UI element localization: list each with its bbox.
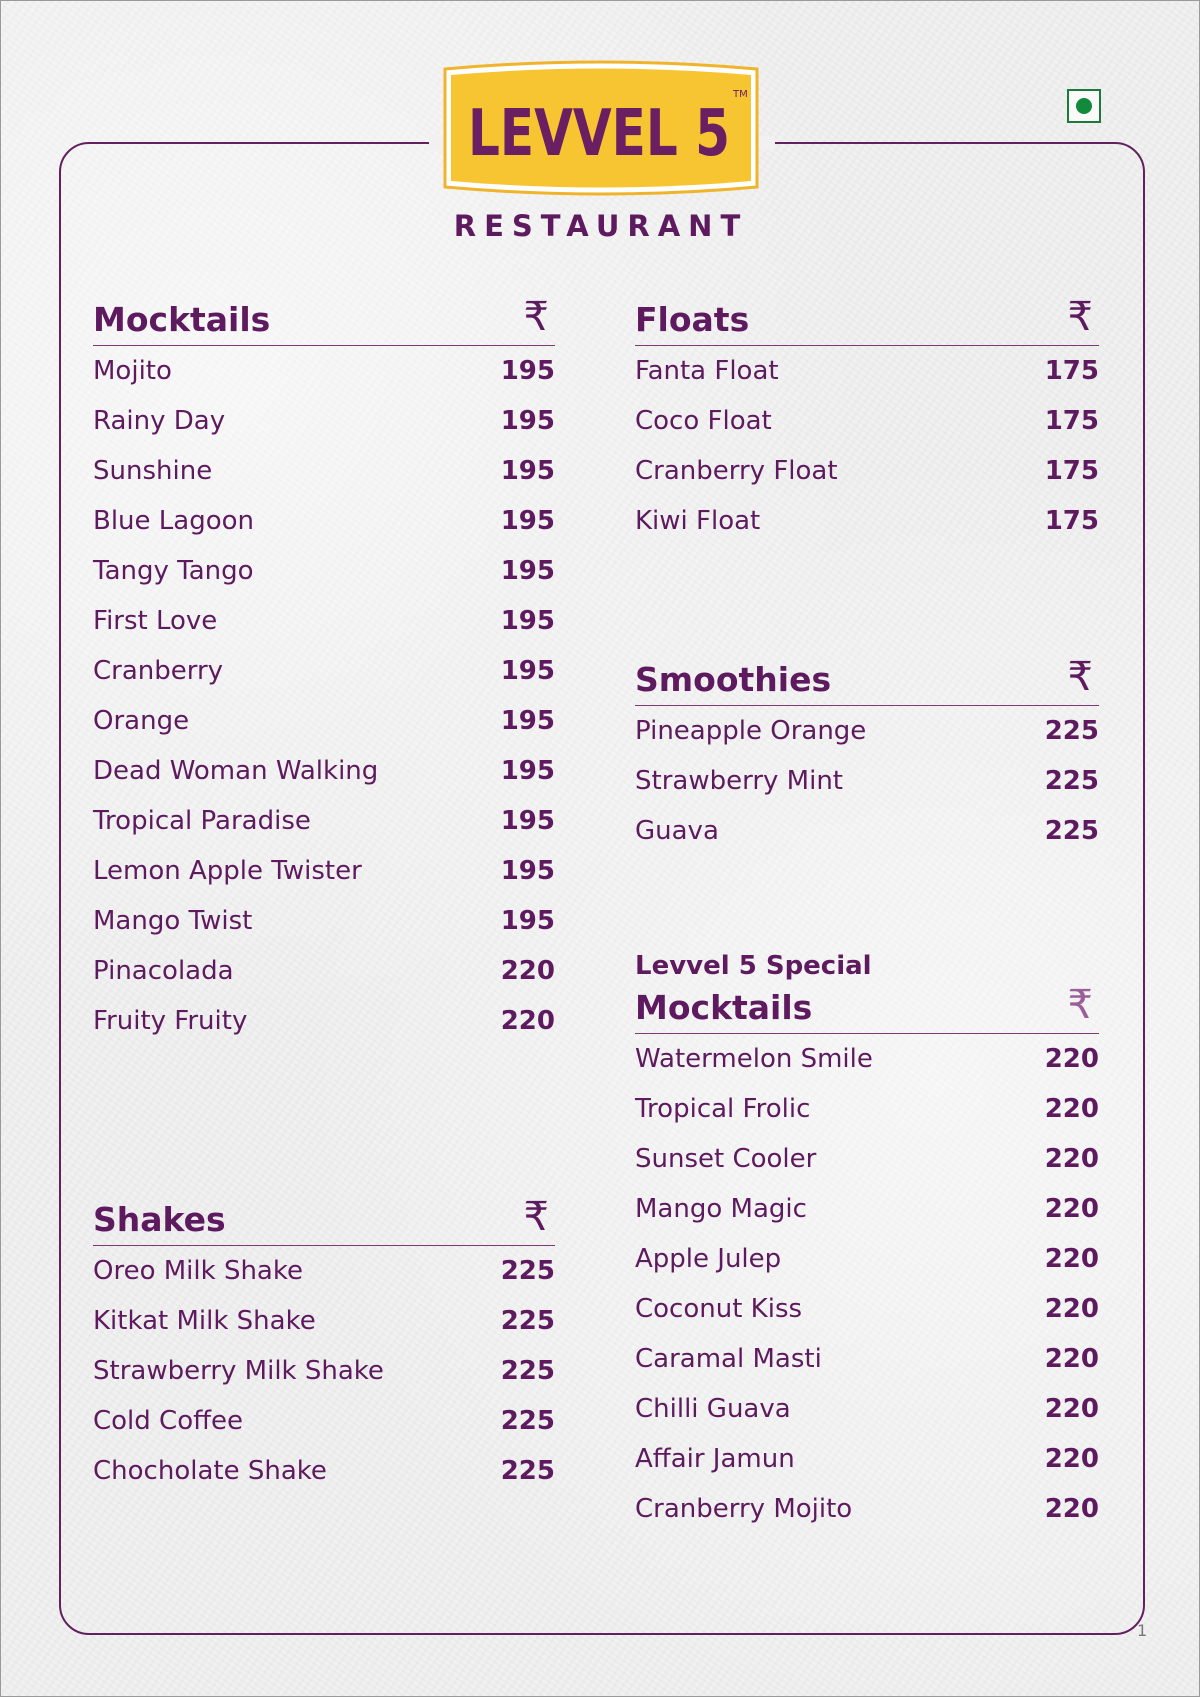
item-name: Chilli Guava [635,1394,791,1424]
veg-mark-icon [1067,89,1101,123]
item-list [635,346,1099,546]
menu-item [635,1384,1099,1434]
item-price: 220 [1044,1144,1099,1174]
section-mocktails [93,294,555,1046]
item-name: Strawberry Mint [635,766,843,796]
menu-item [93,646,555,696]
item-price: 220 [1044,1394,1099,1424]
item-name: Lemon Apple Twister [93,856,362,886]
item-price: 225 [500,1406,555,1436]
item-name: Guava [635,816,719,846]
menu-item [635,756,1099,806]
item-name: Cold Coffee [93,1406,244,1436]
item-name: Sunset Cooler [635,1144,817,1174]
item-price: 220 [1044,1444,1099,1474]
item-price: 195 [500,856,555,886]
item-name: Chocholate Shake [93,1456,327,1486]
menu-item [93,1246,555,1296]
menu-item [635,1184,1099,1234]
item-price: 225 [1044,816,1099,846]
logo-trademark: TM [733,89,748,100]
item-name: Caramal Masti [635,1344,822,1374]
menu-item [635,1334,1099,1384]
section-title: Mocktails [635,988,813,1027]
item-price: 195 [500,806,555,836]
item-name: Coco Float [635,406,772,436]
item-name: Mojito [93,356,172,386]
section-pretitle: Levvel 5 Special [635,951,872,981]
section-shakes [93,1194,555,1496]
menu-item [635,1134,1099,1184]
item-name: Pinacolada [93,956,234,986]
item-price: 220 [1044,1244,1099,1274]
item-name: Fanta Float [635,356,779,386]
menu-item [93,746,555,796]
item-name: Coconut Kiss [635,1294,803,1324]
rupee-icon: ₹ [1067,654,1093,700]
item-name: Dead Woman Walking [93,756,379,786]
section-floats [635,294,1099,546]
item-name: Rainy Day [93,406,226,436]
item-price: 220 [1044,1194,1099,1224]
item-list [93,346,555,1046]
item-name: Cranberry Float [635,456,838,486]
menu-item [93,396,555,446]
menu-item [93,546,555,596]
item-name: Tropical Paradise [93,806,311,836]
item-price: 195 [500,706,555,736]
menu-item [93,696,555,746]
item-list [635,706,1099,856]
item-price: 220 [1044,1344,1099,1374]
item-name: Orange [93,706,190,736]
menu-item [93,896,555,946]
menu-item [635,1484,1099,1534]
restaurant-subtitle: RESTAURANT [453,209,749,243]
item-list [93,1246,555,1496]
item-name: Cranberry [93,656,224,686]
menu-item [93,846,555,896]
menu-item [93,1296,555,1346]
item-price: 225 [500,1456,555,1486]
item-name: Tangy Tango [93,556,254,586]
item-price: 220 [1044,1044,1099,1074]
item-name: Oreo Milk Shake [93,1256,303,1286]
rupee-icon: ₹ [1067,294,1093,340]
item-price: 225 [500,1306,555,1336]
item-name: Cranberry Mojito [635,1494,853,1524]
item-price: 220 [500,956,555,986]
menu-item [93,946,555,996]
item-price: 220 [1044,1094,1099,1124]
section-header [635,654,1099,706]
item-name: Kiwi Float [635,506,761,536]
item-name: Kitkat Milk Shake [93,1306,316,1336]
section-title: Floats [635,300,750,339]
brand-logo [441,57,761,199]
menu-item [635,346,1099,396]
section-special-mocktails [635,951,1099,1534]
menu-item [93,596,555,646]
menu-item [93,346,555,396]
rupee-icon: ₹ [523,1194,549,1240]
section-header [635,294,1099,346]
item-name: Mango Magic [635,1194,807,1224]
menu-item [93,996,555,1046]
menu-item [635,446,1099,496]
section-header [93,294,555,346]
rupee-icon: ₹ [523,294,549,340]
item-name: Blue Lagoon [93,506,255,536]
item-price: 195 [500,756,555,786]
menu-item [635,1034,1099,1084]
item-name: Strawberry Milk Shake [93,1356,384,1386]
item-price: 175 [1044,406,1099,436]
item-price: 225 [1044,766,1099,796]
item-name: Sunshine [93,456,213,486]
menu-item [93,446,555,496]
item-price: 225 [1044,716,1099,746]
item-price: 220 [1044,1494,1099,1524]
menu-item [93,1446,555,1496]
item-price: 195 [500,356,555,386]
menu-item [635,396,1099,446]
menu-item [635,1234,1099,1284]
item-price: 220 [500,1006,555,1036]
item-name: Watermelon Smile [635,1044,873,1074]
item-price: 225 [500,1256,555,1286]
item-list [635,1034,1099,1534]
menu-item [635,706,1099,756]
item-name: Pineapple Orange [635,716,867,746]
item-price: 195 [500,656,555,686]
item-name: Tropical Frolic [635,1094,811,1124]
menu-item [93,796,555,846]
section-title: Mocktails [93,300,271,339]
section-title: Smoothies [635,660,832,699]
item-price: 195 [500,406,555,436]
item-name: Apple Julep [635,1244,782,1274]
item-price: 175 [1044,456,1099,486]
item-name: Mango Twist [93,906,253,936]
item-price: 220 [1044,1294,1099,1324]
section-header [635,951,1099,1034]
menu-item [93,1346,555,1396]
menu-item [635,496,1099,546]
item-price: 195 [500,606,555,636]
item-name: Affair Jamun [635,1444,795,1474]
menu-item [635,806,1099,856]
menu-item [93,496,555,546]
section-smoothies [635,654,1099,856]
section-header [93,1194,555,1246]
item-price: 195 [500,906,555,936]
menu-item [635,1284,1099,1334]
item-price: 195 [500,556,555,586]
item-name: Fruity Fruity [93,1006,248,1036]
item-price: 175 [1044,506,1099,536]
rupee-icon: ₹ [1067,982,1093,1028]
item-price: 175 [1044,356,1099,386]
item-price: 225 [500,1356,555,1386]
logo-wordmark: LEVVEL 5 [468,97,730,171]
menu-item [635,1084,1099,1134]
item-price: 195 [500,506,555,536]
menu-item [635,1434,1099,1484]
section-title: Shakes [93,1200,226,1239]
page-number: 1 [1137,1621,1148,1640]
item-price: 195 [500,456,555,486]
menu-item [93,1396,555,1446]
item-name: First Love [93,606,218,636]
